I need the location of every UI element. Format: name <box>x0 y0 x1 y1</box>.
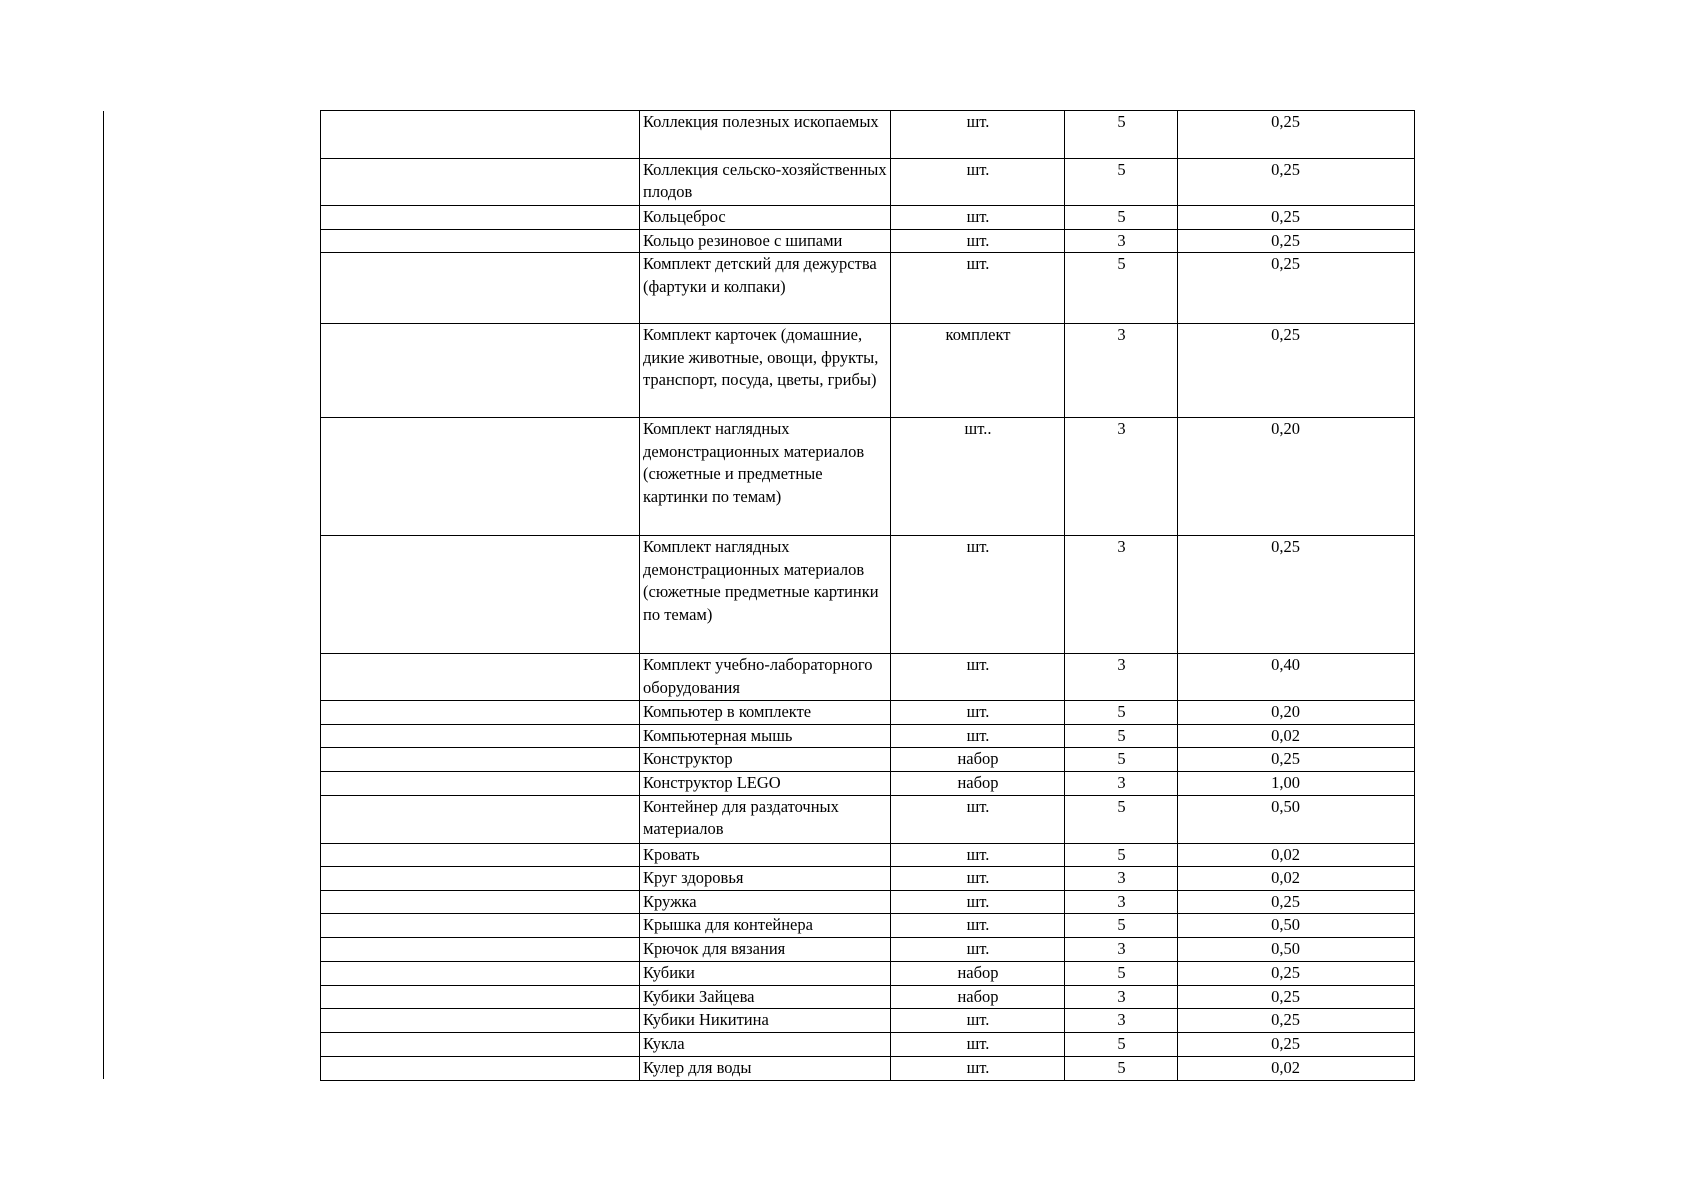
quantity-cell: 3 <box>1065 938 1178 961</box>
item-name-cell: Компьютер в комплекте <box>640 701 891 724</box>
item-name-cell: Конструктор <box>640 748 891 772</box>
row-empty-cell <box>321 324 640 418</box>
unit-cell: шт. <box>891 159 1065 206</box>
quantity-cell: 3 <box>1065 536 1178 654</box>
quantity-cell: 5 <box>1065 843 1178 866</box>
value-cell: 0,25 <box>1178 253 1415 324</box>
table-row <box>321 1056 1415 1080</box>
table-row <box>321 230 1415 253</box>
item-name-cell: Контейнер для раздаточных материалов <box>640 795 891 843</box>
quantity-cell: 5 <box>1065 961 1178 985</box>
row-empty-cell <box>321 701 640 724</box>
value-cell: 0,20 <box>1178 418 1415 536</box>
value-cell: 0,02 <box>1178 843 1415 866</box>
unit-cell: шт. <box>891 914 1065 938</box>
row-empty-cell <box>321 985 640 1008</box>
row-empty-cell <box>321 795 640 843</box>
quantity-cell: 5 <box>1065 724 1178 747</box>
unit-cell: шт.. <box>891 418 1065 536</box>
item-name-cell: Комплект детский для дежурства (фартуки и колпаки) <box>640 253 891 324</box>
item-name-cell: Комплект наглядных демонстрационных материалов (сюжетные предметные картинки по темам) <box>640 536 891 654</box>
row-empty-cell <box>321 654 640 701</box>
unit-cell: шт. <box>891 891 1065 914</box>
row-empty-cell <box>321 1056 640 1080</box>
unit-cell: шт. <box>891 1033 1065 1056</box>
unit-cell: шт. <box>891 111 1065 159</box>
quantity-cell: 5 <box>1065 253 1178 324</box>
item-name-cell: Кулер для воды <box>640 1056 891 1080</box>
quantity-cell: 5 <box>1065 701 1178 724</box>
table-row <box>321 914 1415 938</box>
unit-cell: шт. <box>891 843 1065 866</box>
unit-cell: шт. <box>891 253 1065 324</box>
item-name-cell: Конструктор LEGO <box>640 772 891 795</box>
value-cell: 0,40 <box>1178 654 1415 701</box>
row-empty-cell <box>321 1009 640 1033</box>
quantity-cell: 3 <box>1065 654 1178 701</box>
quantity-cell: 3 <box>1065 867 1178 891</box>
value-cell: 1,00 <box>1178 772 1415 795</box>
row-empty-cell <box>321 159 640 206</box>
value-cell: 0,20 <box>1178 701 1415 724</box>
item-name-cell: Кружка <box>640 891 891 914</box>
row-empty-cell <box>321 536 640 654</box>
table-row <box>321 938 1415 961</box>
table-row <box>321 891 1415 914</box>
item-name-cell: Комплект карточек (домашние, дикие животные, овощи, фрукты, транспорт, посуда, цветы, грибы) <box>640 324 891 418</box>
row-empty-cell <box>321 230 640 253</box>
value-cell: 0,50 <box>1178 914 1415 938</box>
row-empty-cell <box>321 843 640 866</box>
page-margin-line <box>103 111 104 1079</box>
unit-cell: шт. <box>891 1009 1065 1033</box>
value-cell: 0,25 <box>1178 891 1415 914</box>
quantity-cell: 3 <box>1065 1009 1178 1033</box>
unit-cell: шт. <box>891 701 1065 724</box>
unit-cell: шт. <box>891 654 1065 701</box>
row-empty-cell <box>321 772 640 795</box>
row-empty-cell <box>321 206 640 230</box>
row-empty-cell <box>321 1033 640 1056</box>
unit-cell: шт. <box>891 536 1065 654</box>
value-cell: 0,25 <box>1178 1033 1415 1056</box>
unit-cell: набор <box>891 961 1065 985</box>
item-name-cell: Крючок для вязания <box>640 938 891 961</box>
row-empty-cell <box>321 748 640 772</box>
value-cell: 0,02 <box>1178 724 1415 747</box>
unit-cell: шт. <box>891 724 1065 747</box>
quantity-cell: 3 <box>1065 230 1178 253</box>
unit-cell: шт. <box>891 795 1065 843</box>
table-row <box>321 111 1415 159</box>
value-cell: 0,25 <box>1178 206 1415 230</box>
row-empty-cell <box>321 914 640 938</box>
value-cell: 0,25 <box>1178 748 1415 772</box>
value-cell: 0,25 <box>1178 159 1415 206</box>
value-cell: 0,02 <box>1178 867 1415 891</box>
table-row <box>321 418 1415 536</box>
value-cell: 0,25 <box>1178 111 1415 159</box>
quantity-cell: 5 <box>1065 748 1178 772</box>
quantity-cell: 3 <box>1065 324 1178 418</box>
value-cell: 0,25 <box>1178 324 1415 418</box>
row-empty-cell <box>321 961 640 985</box>
row-empty-cell <box>321 253 640 324</box>
quantity-cell: 5 <box>1065 914 1178 938</box>
quantity-cell: 5 <box>1065 206 1178 230</box>
table-row <box>321 795 1415 843</box>
item-name-cell: Компьютерная мышь <box>640 724 891 747</box>
table-row <box>321 985 1415 1008</box>
value-cell: 0,25 <box>1178 1009 1415 1033</box>
item-name-cell: Кольцо резиновое с шипами <box>640 230 891 253</box>
unit-cell: шт. <box>891 1056 1065 1080</box>
item-name-cell: Кубики Зайцева <box>640 985 891 1008</box>
value-cell: 0,50 <box>1178 938 1415 961</box>
table-row <box>321 701 1415 724</box>
table-row <box>321 1009 1415 1033</box>
table-row <box>321 772 1415 795</box>
row-empty-cell <box>321 111 640 159</box>
unit-cell: шт. <box>891 938 1065 961</box>
row-empty-cell <box>321 891 640 914</box>
table-row <box>321 536 1415 654</box>
value-cell: 0,25 <box>1178 230 1415 253</box>
unit-cell: набор <box>891 748 1065 772</box>
quantity-cell: 5 <box>1065 111 1178 159</box>
item-name-cell: Кольцеброс <box>640 206 891 230</box>
table-row <box>321 1033 1415 1056</box>
item-name-cell: Кубики <box>640 961 891 985</box>
item-name-cell: Круг здоровья <box>640 867 891 891</box>
table-row <box>321 748 1415 772</box>
quantity-cell: 5 <box>1065 159 1178 206</box>
value-cell: 0,50 <box>1178 795 1415 843</box>
table-row <box>321 867 1415 891</box>
value-cell: 0,25 <box>1178 961 1415 985</box>
table-row <box>321 961 1415 985</box>
table-row <box>321 253 1415 324</box>
item-name-cell: Коллекция сельско-хозяйственных плодов <box>640 159 891 206</box>
item-name-cell: Крышка для контейнера <box>640 914 891 938</box>
item-name-cell: Комплект наглядных демонстрационных материалов (сюжетные и предметные картинки по темам) <box>640 418 891 536</box>
table-row <box>321 159 1415 206</box>
unit-cell: шт. <box>891 206 1065 230</box>
quantity-cell: 5 <box>1065 1056 1178 1080</box>
value-cell: 0,25 <box>1178 536 1415 654</box>
row-empty-cell <box>321 418 640 536</box>
value-cell: 0,25 <box>1178 985 1415 1008</box>
quantity-cell: 3 <box>1065 985 1178 1008</box>
item-name-cell: Кубики Никитина <box>640 1009 891 1033</box>
row-empty-cell <box>321 867 640 891</box>
value-cell: 0,02 <box>1178 1056 1415 1080</box>
unit-cell: шт. <box>891 867 1065 891</box>
equipment-table-body <box>321 111 1415 1081</box>
quantity-cell: 5 <box>1065 795 1178 843</box>
unit-cell: набор <box>891 772 1065 795</box>
row-empty-cell <box>321 724 640 747</box>
table-row <box>321 654 1415 701</box>
quantity-cell: 3 <box>1065 891 1178 914</box>
item-name-cell: Кукла <box>640 1033 891 1056</box>
row-empty-cell <box>321 938 640 961</box>
table-row <box>321 324 1415 418</box>
table-row <box>321 724 1415 747</box>
unit-cell: комплект <box>891 324 1065 418</box>
table-row <box>321 843 1415 866</box>
unit-cell: шт. <box>891 230 1065 253</box>
item-name-cell: Кровать <box>640 843 891 866</box>
quantity-cell: 3 <box>1065 418 1178 536</box>
equipment-table <box>320 110 1415 1081</box>
item-name-cell: Комплект учебно-лабораторного оборудования <box>640 654 891 701</box>
table-row <box>321 206 1415 230</box>
quantity-cell: 3 <box>1065 772 1178 795</box>
item-name-cell: Коллекция полезных ископаемых <box>640 111 891 159</box>
unit-cell: набор <box>891 985 1065 1008</box>
quantity-cell: 5 <box>1065 1033 1178 1056</box>
